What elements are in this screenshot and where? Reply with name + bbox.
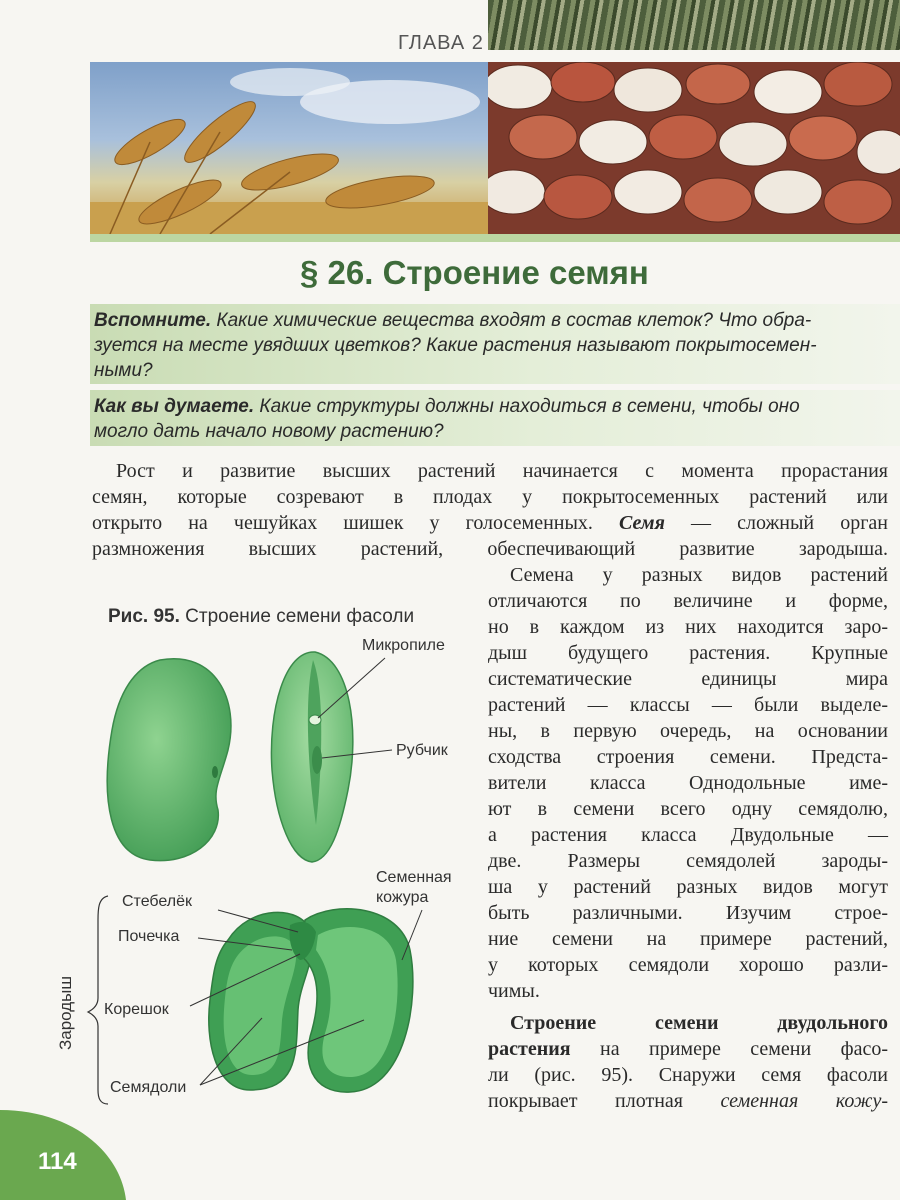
figure-caption: Рис. 95. Строение семени фасоли — [108, 606, 415, 627]
hilum-mark — [312, 746, 322, 774]
leader-line — [402, 910, 422, 960]
wheat-photo — [90, 62, 488, 234]
page-title: § 26. Строение семян — [300, 254, 649, 291]
label-stem: Стебелёк — [122, 893, 193, 910]
label-hilum: Рубчик — [396, 742, 448, 759]
body-line: Рост и развитие высших растений начинается с момента прорастания — [116, 460, 888, 482]
think-line-2: могло дать начало новому растению? — [94, 421, 444, 442]
body-line: ны, в первую очередь, на основании — [488, 720, 888, 742]
remember-line-1: Вспомните. Какие химические вещества входят в состав клеток? Что обра- — [94, 310, 812, 331]
think-label: Как вы думаете. — [94, 396, 255, 417]
chapter-title: ГЛАВА 2 — [398, 32, 484, 54]
label-bud: Почечка — [118, 928, 180, 945]
body-line: но в каждом из них находится заро- — [488, 616, 888, 638]
body-line: чимы. — [488, 980, 540, 1002]
remember-line-2: зуется на месте увядших цветков? Какие растения называют покрытосемен- — [94, 335, 817, 356]
body-line: растений — классы — были выделе- — [488, 694, 888, 716]
beans-illustration — [488, 62, 900, 234]
body-line: две. Размеры семядолей зароды- — [488, 850, 888, 872]
page-number: 114 — [38, 1148, 77, 1175]
body-line: семян, которые созревают в плодах у покрытосеменных растений или — [92, 486, 888, 508]
bean-hilum-mark — [212, 766, 218, 778]
body-line: систематические единицы мира — [488, 668, 888, 690]
remember-label: Вспомните. — [94, 310, 212, 331]
label-embryo: Зародыш — [56, 975, 75, 1050]
section-divider-band — [90, 234, 900, 242]
body-line: вители класса Однодольные име- — [488, 772, 888, 794]
bark-texture-image — [488, 0, 900, 50]
body-line: дыш будущего растения. Крупные — [488, 642, 888, 664]
body-line: ша у растений разных видов могут — [488, 876, 888, 898]
body-line: растения на примере семени фасо- — [488, 1038, 888, 1060]
body-line: быть различными. Изучим строе- — [488, 902, 888, 924]
body-line: у которых семядоли хорошо разли- — [488, 954, 888, 976]
wheat-illustration — [90, 62, 488, 234]
label-seed-coat-2: кожура — [376, 889, 429, 906]
body-line: ние семени на примере растений, — [488, 928, 888, 950]
body-line: Семена у разных видов растений — [510, 564, 888, 586]
label-micropyle: Микропиле — [362, 637, 445, 654]
embryo-bracket — [88, 896, 108, 1104]
think-line-1: Как вы думаете. Какие структуры должны находиться в семени, чтобы оно — [94, 396, 800, 417]
body-line: а растения класса Двудольные — — [488, 824, 888, 846]
label-cotyledons: Семядоли — [110, 1079, 187, 1096]
remember-line-3: ными? — [94, 360, 153, 381]
body-line: покрывает плотная семенная кожу- — [488, 1090, 888, 1112]
beans-photo — [488, 62, 900, 234]
body-line: отличаются по величине и форме, — [488, 590, 888, 612]
label-seed-coat-1: Семенная — [376, 869, 452, 886]
bean-side-view — [107, 659, 231, 861]
body-line: Строение семени двудольного — [510, 1012, 888, 1034]
figure-caption-label: Рис. 95. — [108, 606, 180, 627]
term-seed: Семя — [619, 512, 665, 534]
body-line: сходства строения семени. Предста- — [488, 746, 888, 768]
body-line: открыто на чешуйках шишек у голосеменных. Семя — сложный орган — [92, 512, 888, 534]
body-line: размножения высших растений, обеспечивающий развитие зародыша. — [92, 538, 888, 560]
label-root: Корешок — [104, 1001, 169, 1018]
body-line: ли (рис. 95). Снаружи семя фасоли — [488, 1064, 888, 1086]
body-line: ют в семени всего одну семядолю, — [488, 798, 888, 820]
